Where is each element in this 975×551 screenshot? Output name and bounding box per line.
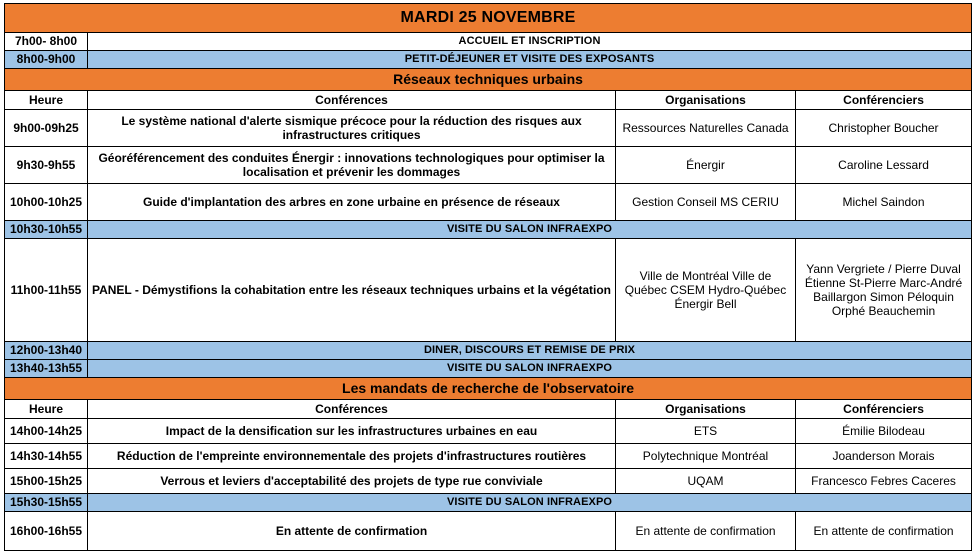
column-header-conferences: Conférences bbox=[88, 400, 616, 419]
opening-row bbox=[5, 33, 972, 51]
session-time: 9h00-09h25 bbox=[5, 110, 88, 147]
session-time: 15h00-15h25 bbox=[5, 469, 88, 494]
break-time: 12h00-13h40 bbox=[5, 342, 88, 360]
session-time: 10h00-10h25 bbox=[5, 184, 88, 221]
session-organisation: Ressources Naturelles Canada bbox=[616, 110, 796, 147]
session-organisation: En attente de confirmation bbox=[616, 512, 796, 551]
break-row bbox=[5, 360, 972, 378]
table-row bbox=[5, 444, 972, 469]
column-header-row bbox=[5, 91, 972, 110]
session-time: 14h30-14h55 bbox=[5, 444, 88, 469]
break-time: 10h30-10h55 bbox=[5, 221, 88, 239]
session-speaker: Yann Vergriete / Pierre Duval Étienne St-Pierre Marc-André Baillargon Simon Péloquin Orphé Beauchemin bbox=[796, 239, 972, 342]
session-conference: PANEL - Démystifions la cohabitation entre les réseaux techniques urbains et la végétation bbox=[88, 239, 616, 342]
break-time: 15h30-15h55 bbox=[5, 494, 88, 512]
session-organisation: Énergir bbox=[616, 147, 796, 184]
break-time: 13h40-13h55 bbox=[5, 360, 88, 378]
column-header-conferences: Conférences bbox=[88, 91, 616, 110]
session-organisation: Ville de Montréal Ville de Québec CSEM Hydro-Québec Énergir Bell bbox=[616, 239, 796, 342]
section-band-row bbox=[5, 69, 972, 91]
opening-label: ACCUEIL ET INSCRIPTION bbox=[88, 33, 972, 51]
session-time: 9h30-9h55 bbox=[5, 147, 88, 184]
session-conference: Verrous et leviers d'acceptabilité des projets de type rue conviviale bbox=[88, 469, 616, 494]
session-conference: En attente de confirmation bbox=[88, 512, 616, 551]
opening-time: 7h00- 8h00 bbox=[5, 33, 88, 51]
session-organisation: UQAM bbox=[616, 469, 796, 494]
session-speaker: Francesco Febres Caceres bbox=[796, 469, 972, 494]
column-header-heure: Heure bbox=[5, 400, 88, 419]
break-row bbox=[5, 494, 972, 512]
break-label: VISITE DU SALON INFRAEXPO bbox=[88, 221, 972, 239]
section-band-title: Réseaux techniques urbains bbox=[5, 69, 972, 91]
table-row bbox=[5, 469, 972, 494]
column-header-row bbox=[5, 400, 972, 419]
session-organisation: ETS bbox=[616, 419, 796, 444]
day-title-row bbox=[5, 4, 972, 33]
opening-row bbox=[5, 51, 972, 69]
column-header-conferenciers: Conférenciers bbox=[796, 91, 972, 110]
column-header-conferenciers: Conférenciers bbox=[796, 400, 972, 419]
session-time: 16h00-16h55 bbox=[5, 512, 88, 551]
session-speaker: Michel Saindon bbox=[796, 184, 972, 221]
break-label: VISITE DU SALON INFRAEXPO bbox=[88, 360, 972, 378]
day-title: MARDI 25 NOVEMBRE bbox=[5, 4, 972, 33]
break-label: VISITE DU SALON INFRAEXPO bbox=[88, 494, 972, 512]
session-time: 11h00-11h55 bbox=[5, 239, 88, 342]
section-band-row bbox=[5, 378, 972, 400]
column-header-organisations: Organisations bbox=[616, 91, 796, 110]
break-row bbox=[5, 221, 972, 239]
schedule-table bbox=[4, 3, 972, 551]
table-row bbox=[5, 512, 972, 551]
session-conference: Guide d'implantation des arbres en zone urbaine en présence de réseaux bbox=[88, 184, 616, 221]
table-row bbox=[5, 110, 972, 147]
session-conference: Géoréférencement des conduites Énergir : innovations technologiques pour optimiser la localisation et prévenir les dommages bbox=[88, 147, 616, 184]
session-speaker: Émilie Bilodeau bbox=[796, 419, 972, 444]
section-band-title: Les mandats de recherche de l'observatoire bbox=[5, 378, 972, 400]
table-row bbox=[5, 147, 972, 184]
table-row bbox=[5, 239, 972, 342]
opening-time: 8h00-9h00 bbox=[5, 51, 88, 69]
column-header-organisations: Organisations bbox=[616, 400, 796, 419]
session-speaker: En attente de confirmation bbox=[796, 512, 972, 551]
session-speaker: Joanderson Morais bbox=[796, 444, 972, 469]
table-row bbox=[5, 419, 972, 444]
session-organisation: Polytechnique Montréal bbox=[616, 444, 796, 469]
break-row bbox=[5, 342, 972, 360]
session-speaker: Christopher Boucher bbox=[796, 110, 972, 147]
session-conference: Le système national d'alerte sismique précoce pour la réduction des risques aux infrastructures critiques bbox=[88, 110, 616, 147]
session-conference: Impact de la densification sur les infrastructures urbaines en eau bbox=[88, 419, 616, 444]
break-label: DINER, DISCOURS ET REMISE DE PRIX bbox=[88, 342, 972, 360]
table-row bbox=[5, 184, 972, 221]
column-header-heure: Heure bbox=[5, 91, 88, 110]
session-time: 14h00-14h25 bbox=[5, 419, 88, 444]
session-conference: Réduction de l'empreinte environnementale des projets d'infrastructures routières bbox=[88, 444, 616, 469]
opening-label: PETIT-DÉJEUNER ET VISITE DES EXPOSANTS bbox=[88, 51, 972, 69]
session-speaker: Caroline Lessard bbox=[796, 147, 972, 184]
session-organisation: Gestion Conseil MS CERIU bbox=[616, 184, 796, 221]
